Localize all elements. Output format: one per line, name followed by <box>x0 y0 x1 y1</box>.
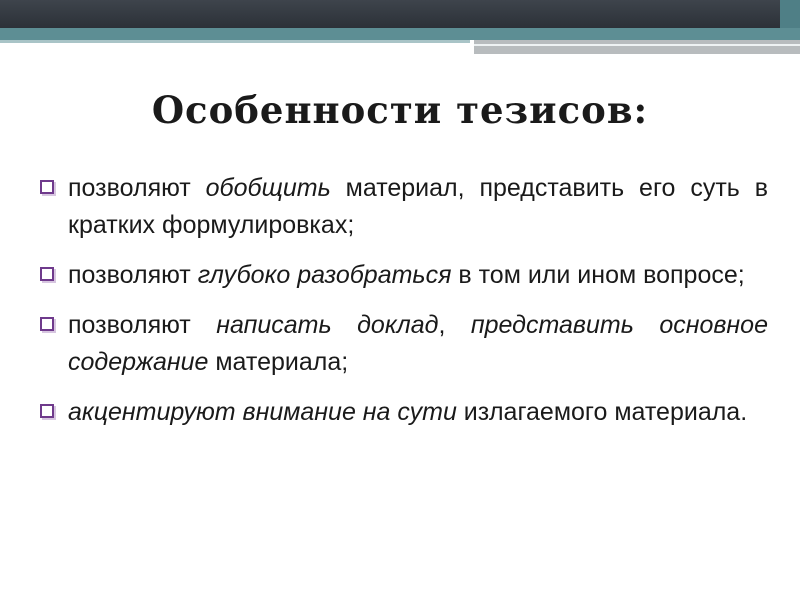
bullet-text: позволяют <box>68 174 206 202</box>
header-white-line <box>474 44 800 46</box>
header-dark-band <box>0 0 780 28</box>
square-bullet-icon <box>40 180 54 194</box>
bullet-item <box>38 307 768 381</box>
square-bullet-icon <box>40 404 54 418</box>
bullet-emphasis: глубоко разобраться <box>197 261 452 289</box>
bullet-text: материала; <box>208 348 349 376</box>
bullet-list <box>38 170 768 444</box>
bullet-emphasis: представить основное содержание <box>68 311 768 376</box>
bullet-emphasis: обобщить <box>205 174 331 202</box>
slide-title: Особенности тезисов: <box>151 88 649 132</box>
header-teal-band <box>0 28 800 40</box>
bullet-emphasis: написать доклад <box>216 311 439 339</box>
bullet-text: позволяют <box>68 311 217 339</box>
bullet-text: , <box>438 311 471 339</box>
bullet-emphasis: акцентируют внимание на сути <box>68 398 457 426</box>
bullet-item <box>38 170 768 244</box>
bullet-text: излагаемого материала. <box>456 398 748 426</box>
bullet-text: в том или ином вопросе; <box>451 261 745 289</box>
bullet-item <box>38 394 768 431</box>
square-bullet-icon <box>40 317 54 331</box>
bullet-text: позволяют <box>68 261 198 289</box>
header-thin-line <box>0 40 470 43</box>
bullet-item <box>38 257 768 294</box>
bullet-text: материал, представить его суть в кратких формулировках; <box>68 174 768 239</box>
header-gray-band <box>474 40 800 54</box>
square-bullet-icon <box>40 267 54 281</box>
